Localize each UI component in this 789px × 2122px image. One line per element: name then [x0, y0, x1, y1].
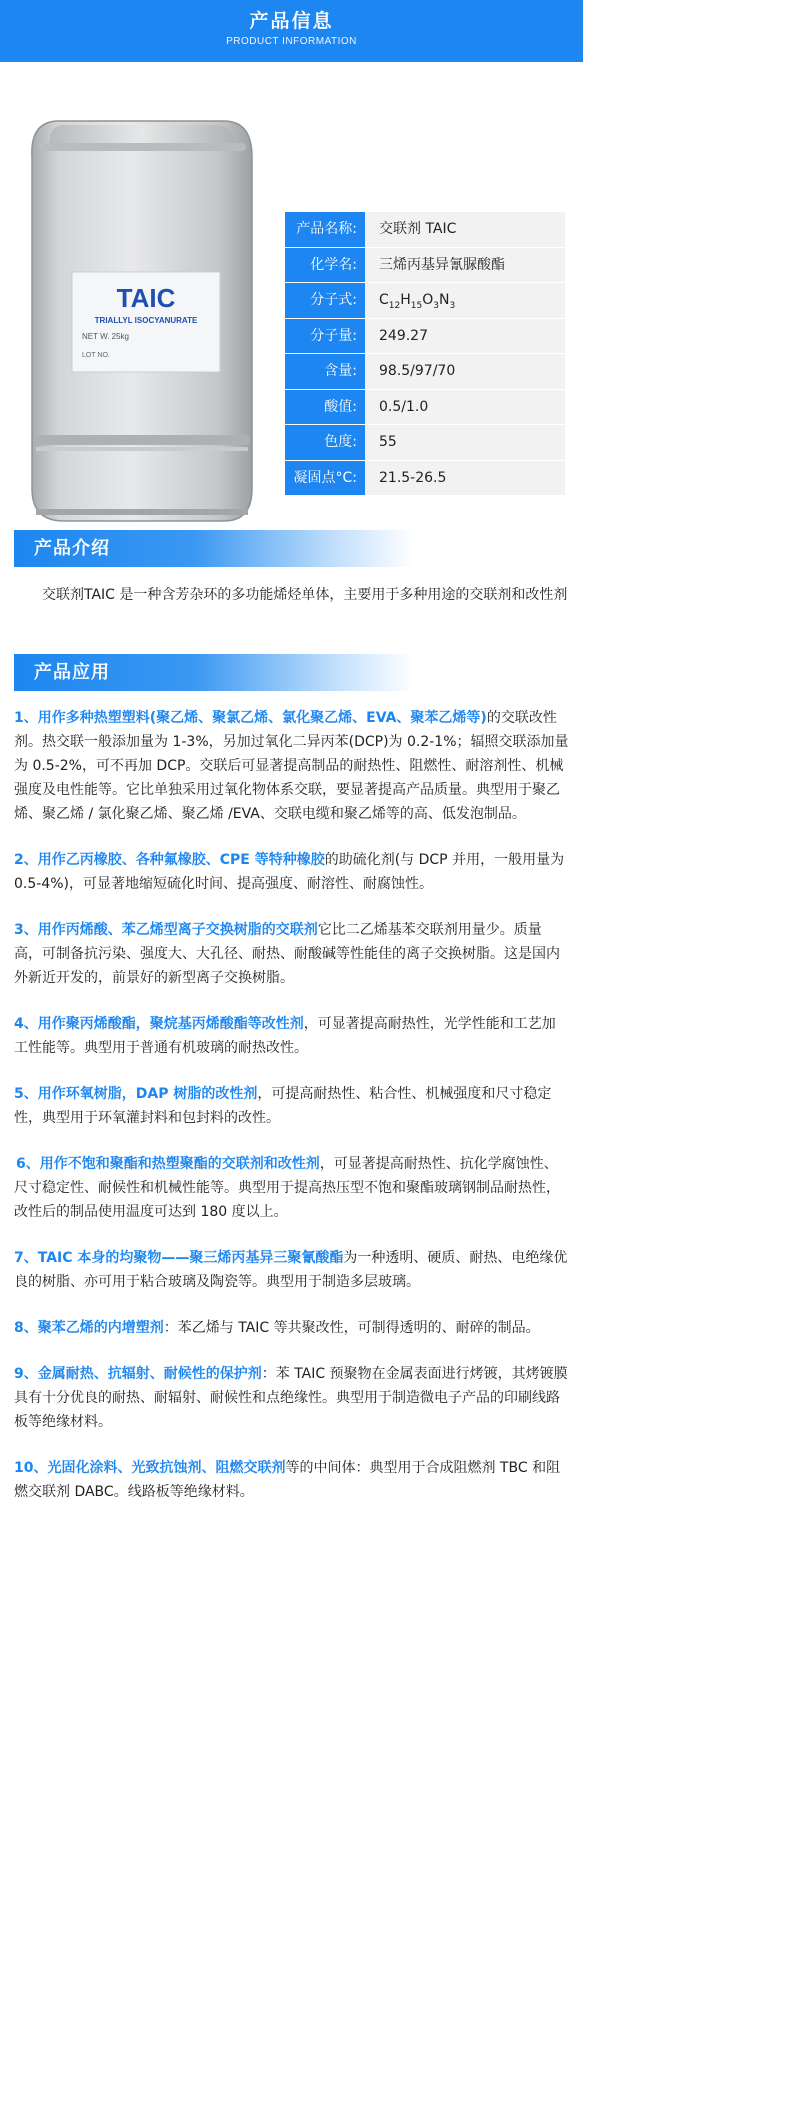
label-lot-text: LOT NO. [82, 352, 110, 359]
application-text: 的助硫化剂(与 DCP 并用，一般用量为 0.5-4%)，可显著地缩短硫化时间、提高强度、耐溶性、耐腐蚀性。 [14, 852, 565, 892]
application-text: ：苯乙烯与 TAIC 等共聚改性，可制得透明的、耐碎的制品。 [163, 1320, 540, 1336]
application-text: 等的中间体：典型用于合成阻燃剂 TBC 和阻燃交联剂 DABC。线路板等绝缘材料。 [14, 1460, 561, 1500]
spec-value: 0.5/1.0 [365, 390, 565, 426]
application-item [14, 1152, 569, 1224]
label-sub-text: TRIALLYL ISOCYANURATE [94, 316, 198, 325]
formula-n-count: 3 [449, 300, 456, 311]
header-banner [0, 0, 583, 62]
application-text: ，可显著提高耐热性，光学性能和工艺加工性能等。典型用于普通有机玻璃的耐热改性。 [14, 1016, 556, 1056]
application-highlight: 10、光固化涂料、光致抗蚀剂、阻燃交联剂 [14, 1460, 286, 1476]
formula-c: C [379, 292, 389, 308]
label-main-text: TAIC [116, 283, 176, 313]
application-highlight: 2、用作乙丙橡胶、各种氟橡胶、CPE 等特种橡胶 [14, 852, 325, 868]
spec-key: 酸值: [285, 390, 365, 426]
spec-key: 色度: [285, 425, 365, 461]
page-subtitle: PRODUCT INFORMATION [226, 36, 357, 47]
application-item [14, 1362, 569, 1434]
formula-c-count: 12 [388, 300, 401, 311]
spec-value: 98.5/97/70 [365, 354, 565, 390]
application-highlight: 7、TAIC 本身的均聚物——聚三烯丙基异三聚氰酸酯 [14, 1250, 344, 1266]
spec-value-formula [365, 283, 565, 319]
application-highlight: 5、用作环氧树脂，DAP 树脂的改性剂 [14, 1086, 258, 1102]
spec-key: 分子量: [285, 319, 365, 355]
application-highlight: 8、聚苯乙烯的内增塑剂 [14, 1320, 164, 1336]
spec-value: 交联剂 TAIC [365, 212, 565, 248]
spec-key: 凝固点°C: [285, 461, 365, 497]
formula-o-count: 3 [433, 300, 439, 311]
spec-value: 21.5-26.5 [365, 461, 565, 497]
spec-table [285, 212, 565, 496]
application-text: ，可显著提高耐热性、抗化学腐蚀性、尺寸稳定性、耐候性和机械性能等。典型用于提高热压型不饱和聚酯玻璃钢制品耐热性，改性后的制品使用温度可达到 180 度以上。 [14, 1156, 560, 1220]
product-drum-image [28, 117, 256, 525]
formula-h-count: 15 [410, 300, 423, 311]
product-section [0, 62, 583, 507]
intro-text: 交联剂TAIC 是一种含芳杂环的多功能烯烃单体，主要用于多种用途的交联剂和改性剂 [42, 587, 568, 603]
product-label [72, 272, 220, 372]
application-text: 它比二乙烯基苯交联剂用量少。质量高，可制备抗污染、强度大、大孔径、耐热、耐酸碱等性能佳的离子交换树脂。这是国内外新近开发的，前景好的新型离子交换树脂。 [14, 922, 560, 986]
label-net-text: NET W. 25kg [82, 332, 129, 341]
application-item [14, 706, 569, 826]
application-highlight: 6、用作不饱和聚酯和热塑聚酯的交联剂和改性剂 [16, 1156, 320, 1172]
formula-h: H [400, 292, 411, 308]
spec-row-content [285, 354, 565, 390]
page-title: 产品信息 [249, 10, 334, 32]
application-highlight: 9、金属耐热、抗辐射、耐候性的保护剂 [14, 1366, 262, 1382]
application-text: 为一种透明、硬质、耐热、电绝缘优良的树脂、亦可用于粘合玻璃及陶瓷等。典型用于制造多层玻璃。 [14, 1250, 568, 1290]
section-header-applications: 产品应用 [14, 654, 414, 691]
spec-key: 含量: [285, 354, 365, 390]
application-highlight: 3、用作丙烯酸、苯乙烯型离子交换树脂的交联剂 [14, 922, 318, 938]
application-item [14, 1082, 569, 1130]
formula-n: N [438, 292, 450, 308]
spec-key: 分子式: [285, 283, 365, 319]
spec-key: 化学名: [285, 248, 365, 284]
application-item [14, 1012, 569, 1060]
spec-value: 三烯丙基异氰脲酸酯 [365, 248, 565, 284]
spec-row-formula [285, 283, 565, 319]
application-highlight: 4、用作聚丙烯酸酯，聚烷基丙烯酸酯等改性剂 [14, 1016, 304, 1032]
application-text: 的交联改性剂。热交联一般添加量为 1-3%，另加过氧化二异丙苯(DCP)为 0.2-1%；辐照交联添加量为 0.5-2%，可不再加 DCP。交联后可显著提高制品的耐热性、阻燃性、耐溶剂性、机械强度及电性能等。它比单独采用过氧化物体系交联，要显著提高产品质量。典型用于聚乙烯、聚乙烯 / 氯化聚乙烯、聚乙烯 /EVA、交联电缆和聚乙烯等的高、低发泡制品。 [14, 710, 569, 822]
spec-value: 249.27 [365, 319, 565, 355]
application-item [14, 1246, 569, 1294]
formula-o: O [422, 292, 434, 308]
application-highlight: 1、用作多种热塑塑料(聚乙烯、聚氯乙烯、氯化聚乙烯、EVA、聚苯乙烯等) [14, 710, 487, 726]
spec-value: 55 [365, 425, 565, 461]
spec-row-acid-value [285, 390, 565, 426]
application-text: ：苯 TAIC 预聚物在金属表面进行烤镀，其烤镀膜具有十分优良的耐热、耐辐射、耐候性和点绝缘性。典型用于制造微电子产品的印刷线路板等绝缘材料。 [14, 1366, 568, 1430]
application-item [14, 918, 569, 990]
application-item [14, 1456, 569, 1504]
spec-row-freezing-point [285, 461, 565, 497]
applications-list [14, 706, 569, 1526]
spec-row-chemical-name [285, 248, 565, 284]
application-item [14, 848, 569, 896]
section-header-intro: 产品介绍 [14, 530, 414, 567]
spec-key: 产品名称: [285, 212, 365, 248]
spec-row-color [285, 425, 565, 461]
spec-row-molecular-weight [285, 319, 565, 355]
application-item [14, 1316, 569, 1340]
application-text: ，可提高耐热性、粘合性、机械强度和尺寸稳定性，典型用于环氧灌封料和包封料的改性。 [14, 1086, 552, 1126]
spec-row-name [285, 212, 565, 248]
